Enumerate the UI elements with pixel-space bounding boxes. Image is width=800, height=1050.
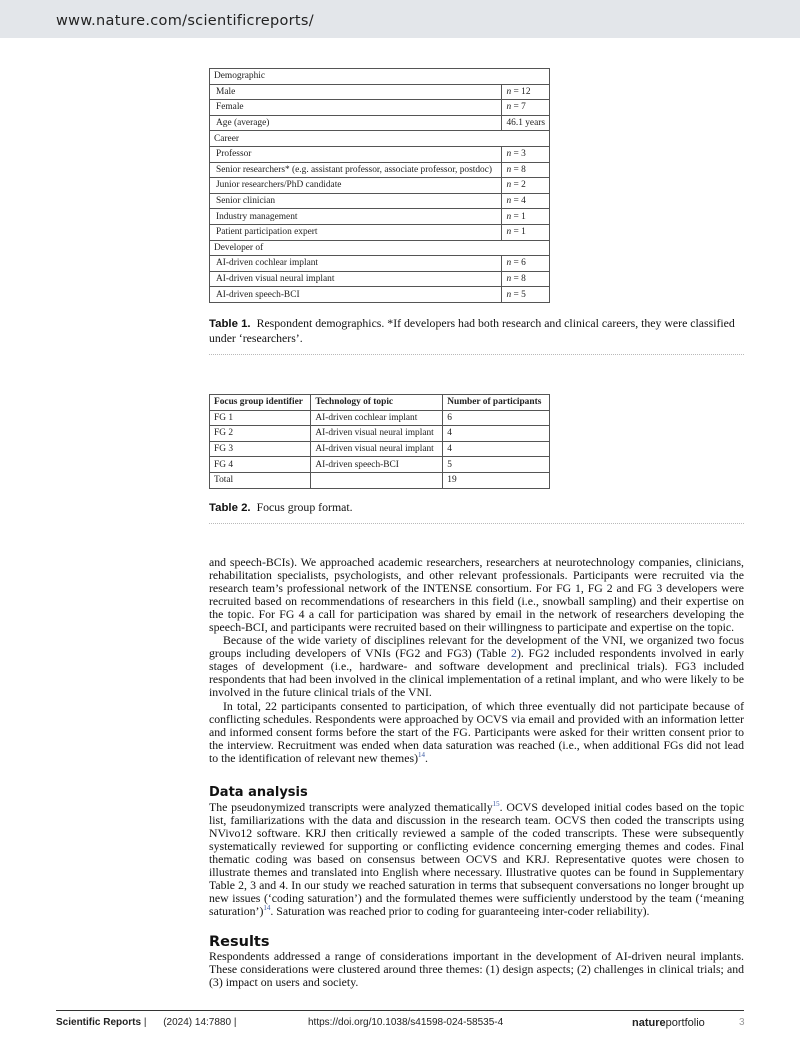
- page-number: 3: [739, 1017, 745, 1028]
- nature-portfolio-logo: [632, 1017, 705, 1029]
- paragraph: Respondents addressed a range of considerations important in the development of AI-driven neural implants. These considerations were clustered around three themes: (1) design aspects; (2) challenges in clinical trials; and (3) impact on users and society.: [209, 949, 744, 990]
- column-header: Focus group identifier: [210, 395, 311, 411]
- group-label: Career: [210, 131, 550, 147]
- row-label: AI-driven speech-BCI: [210, 287, 502, 303]
- n-equals: =: [511, 196, 522, 207]
- row-value: [502, 224, 550, 240]
- row-value: [502, 287, 550, 303]
- paragraph: [209, 700, 744, 765]
- n-symbol: n: [506, 227, 512, 238]
- n-value: 3: [521, 149, 526, 160]
- table-cell: FG 3: [210, 441, 311, 457]
- table-cell: 4: [443, 426, 550, 442]
- row-value: [502, 193, 550, 209]
- footer-separator: |: [143, 1017, 147, 1028]
- section-heading-data-analysis: Data analysis: [209, 785, 308, 800]
- citation-link[interactable]: 15: [492, 800, 500, 809]
- table-row: [210, 472, 550, 488]
- focus-group-table: [209, 394, 550, 489]
- paragraph-text: In total, 22 participants consented to participation, of which three eventually did not participate because of conflicting schedules. Respondents were approached by OCVS via email and provided with an information letter and informed consent forms before the start of the FG. Participants were asked for their written consent prior to the interview. Recruitment was ended when data saturation was reached (i.e., when additional FGs did not lead to the identification of relevant new themes): [209, 698, 744, 765]
- n-value: 8: [521, 274, 526, 285]
- n-symbol: n: [506, 196, 512, 207]
- table-reference-link[interactable]: 2: [511, 646, 517, 661]
- footer-rule: [56, 1010, 744, 1011]
- n-value: 2: [521, 180, 526, 191]
- row-label: AI-driven cochlear implant: [210, 256, 502, 272]
- row-value: 46.1 years: [502, 115, 550, 131]
- table-row: [210, 410, 550, 426]
- divider: [209, 523, 744, 524]
- n-symbol: n: [506, 86, 512, 97]
- table-cell: 5: [443, 457, 550, 473]
- table-cell: FG 4: [210, 457, 311, 473]
- table-cell: FG 1: [210, 410, 311, 426]
- citation-info: (2024) 14:7880: [163, 1017, 232, 1028]
- paragraph-text: . Saturation was reached prior to coding for guaranteeing inter-coder reliability).: [270, 904, 650, 919]
- column-header: Technology of topic: [311, 395, 443, 411]
- row-label: Professor: [210, 146, 502, 162]
- row-value: [502, 146, 550, 162]
- row-label: Male: [210, 84, 502, 100]
- table-cell: AI-driven cochlear implant: [311, 410, 443, 426]
- table-row: [210, 224, 550, 240]
- table-row: [210, 271, 550, 287]
- row-label: Patient participation expert: [210, 224, 502, 240]
- n-equals: =: [511, 289, 522, 300]
- body-text: [209, 950, 744, 989]
- table1-caption: [209, 316, 744, 345]
- n-symbol: n: [506, 289, 512, 300]
- doi-link[interactable]: https://doi.org/10.1038/s41598-024-58535-4: [308, 1017, 504, 1028]
- citation-link[interactable]: 14: [263, 904, 271, 913]
- site-url[interactable]: www.nature.com/scientificreports/: [56, 13, 314, 29]
- row-value: [502, 271, 550, 287]
- table-cell: 6: [443, 410, 550, 426]
- row-label: Female: [210, 100, 502, 116]
- journal-name: Scientific Reports: [56, 1017, 142, 1028]
- table-cell: 19: [443, 472, 550, 488]
- table-row: [210, 256, 550, 272]
- table-row: [210, 457, 550, 473]
- paragraph-text: ). FG2 included respondents involved in early stages of development (i.e., hardware- and software development and preclinical trials). FG3 included respondents that had been involved in the clinical implementation of a retinal implant, and who were likely to be involved in the future clinical trials of the VNI.: [209, 646, 745, 700]
- group-label: Demographic: [210, 69, 550, 85]
- row-value: [502, 178, 550, 194]
- table-cell: AI-driven speech-BCI: [311, 457, 443, 473]
- row-label: Age (average): [210, 115, 502, 131]
- row-label: AI-driven visual neural implant: [210, 271, 502, 287]
- n-equals: =: [511, 164, 522, 175]
- table-row: [210, 84, 550, 100]
- n-symbol: n: [506, 180, 512, 191]
- n-value: 1: [521, 211, 526, 222]
- table-row: [210, 193, 550, 209]
- row-value: [502, 209, 550, 225]
- site-header-bar: [0, 0, 800, 38]
- n-symbol: n: [506, 258, 512, 269]
- table-row: [210, 209, 550, 225]
- row-label: Junior researchers/PhD candidate: [210, 178, 502, 194]
- n-symbol: n: [506, 102, 512, 113]
- column-header: Number of participants: [443, 395, 550, 411]
- n-symbol: n: [506, 164, 512, 175]
- n-equals: =: [511, 227, 522, 238]
- body-text: [209, 801, 744, 918]
- table-row: [210, 441, 550, 457]
- n-symbol: n: [506, 149, 512, 160]
- footer-separator: |: [233, 1017, 237, 1028]
- table-row: [210, 426, 550, 442]
- n-value: 5: [521, 289, 526, 300]
- demographics-table: [209, 68, 550, 303]
- table2-caption-label: Table 2.: [209, 502, 251, 514]
- paragraph-text: Because of the wide variety of disciplines relevant for the development of the VNI, we organized two focus groups including developers of VNIs (FG2 and FG3) (Table: [209, 633, 744, 661]
- section-heading-results: Results: [209, 934, 270, 950]
- row-label: Industry management: [210, 209, 502, 225]
- n-value: 8: [521, 164, 526, 175]
- group-label: Developer of: [210, 240, 550, 256]
- table-row: [210, 178, 550, 194]
- table-group-row: [210, 69, 550, 85]
- table-row: [210, 287, 550, 303]
- row-label: Senior researchers* (e.g. assistant professor, associate professor, postdoc): [210, 162, 502, 178]
- n-equals: =: [511, 149, 522, 160]
- n-value: 1: [521, 227, 526, 238]
- n-value: 6: [521, 258, 526, 269]
- table-group-row: [210, 131, 550, 147]
- paragraph: [209, 801, 744, 918]
- table-row: [210, 162, 550, 178]
- n-equals: =: [511, 211, 522, 222]
- citation-link[interactable]: 14: [418, 750, 425, 759]
- n-symbol: n: [506, 211, 512, 222]
- logo-bold: nature: [632, 1017, 666, 1029]
- table-row: [210, 115, 550, 131]
- row-value: [502, 84, 550, 100]
- n-equals: =: [511, 102, 522, 113]
- n-equals: =: [511, 86, 522, 97]
- paragraph-text: . OCVS developed initial codes based on the topic list, familiarizations with the data and discussion in the research team. OCVS then coded the transcripts using NVivo12 software. KRJ then critically reviewed a sample of the coded transcripts. These were subsequently systematically reviewed for supporting or conflicting evidence concerning emerging themes and codes. Final thematic coding was based on consensus between OCVS and KRJ. Representative quotes were chosen to illustrate themes and translated into English where necessary. Illustrative quotes can be found in Supplementary Table 2, 3 and 4. In our study we reached saturation in terms that subsequent conversations no longer brought up new issues (‘coding saturation’) and the formulated themes were sufficiently understood by the team (‘meaning saturation’): [209, 800, 744, 919]
- body-text: [209, 556, 744, 765]
- table-row: [210, 146, 550, 162]
- n-equals: =: [511, 180, 522, 191]
- paragraph: and speech-BCIs). We approached academic researchers, researchers at neurotechnology companies, clinicians, rehabilitation specialists, psychologists, and other relevant professionals. Participants were recruited via the research team’s professional network of the INTENSE consortium. For FG 1, FG 2 and FG 3 developers were recruited based on recommendations of researchers in this field (i.e., snowball sampling) and their expertise on the topic. For FG 4 a call for participation was shared by email in the network of researchers developing the speech-BCI, and participants were recruited based on their willingness to participate and expertise on the topic.: [209, 555, 744, 635]
- table1-caption-text: Respondent demographics. *If developers had both research and clinical careers, they were classified under ‘researchers’.: [209, 316, 735, 345]
- table-cell: FG 2: [210, 426, 311, 442]
- table-group-row: [210, 240, 550, 256]
- row-value: [502, 256, 550, 272]
- table-header-row: [210, 395, 550, 411]
- divider: [209, 354, 744, 355]
- n-value: 12: [521, 86, 531, 97]
- table-cell: AI-driven visual neural implant: [311, 426, 443, 442]
- n-equals: =: [511, 258, 522, 269]
- n-value: 4: [521, 196, 526, 207]
- table-cell: Total: [210, 472, 311, 488]
- logo-light: portfolio: [665, 1017, 705, 1029]
- paragraph-text: .: [425, 750, 428, 765]
- paragraph-text: The pseudonymized transcripts were analyzed thematically: [209, 800, 493, 814]
- table2-caption-text: Focus group format.: [256, 500, 353, 514]
- row-value: [502, 100, 550, 116]
- footer-citation: [56, 1017, 236, 1028]
- n-value: 7: [521, 102, 526, 113]
- paragraph: [209, 634, 744, 699]
- table-cell: AI-driven visual neural implant: [311, 441, 443, 457]
- table2-caption: [209, 500, 744, 515]
- table-row: [210, 100, 550, 116]
- table-cell: [311, 472, 443, 488]
- row-label: Senior clinician: [210, 193, 502, 209]
- row-value: [502, 162, 550, 178]
- table1-caption-label: Table 1.: [209, 318, 251, 330]
- n-symbol: n: [506, 274, 512, 285]
- table-cell: 4: [443, 441, 550, 457]
- n-equals: =: [511, 274, 522, 285]
